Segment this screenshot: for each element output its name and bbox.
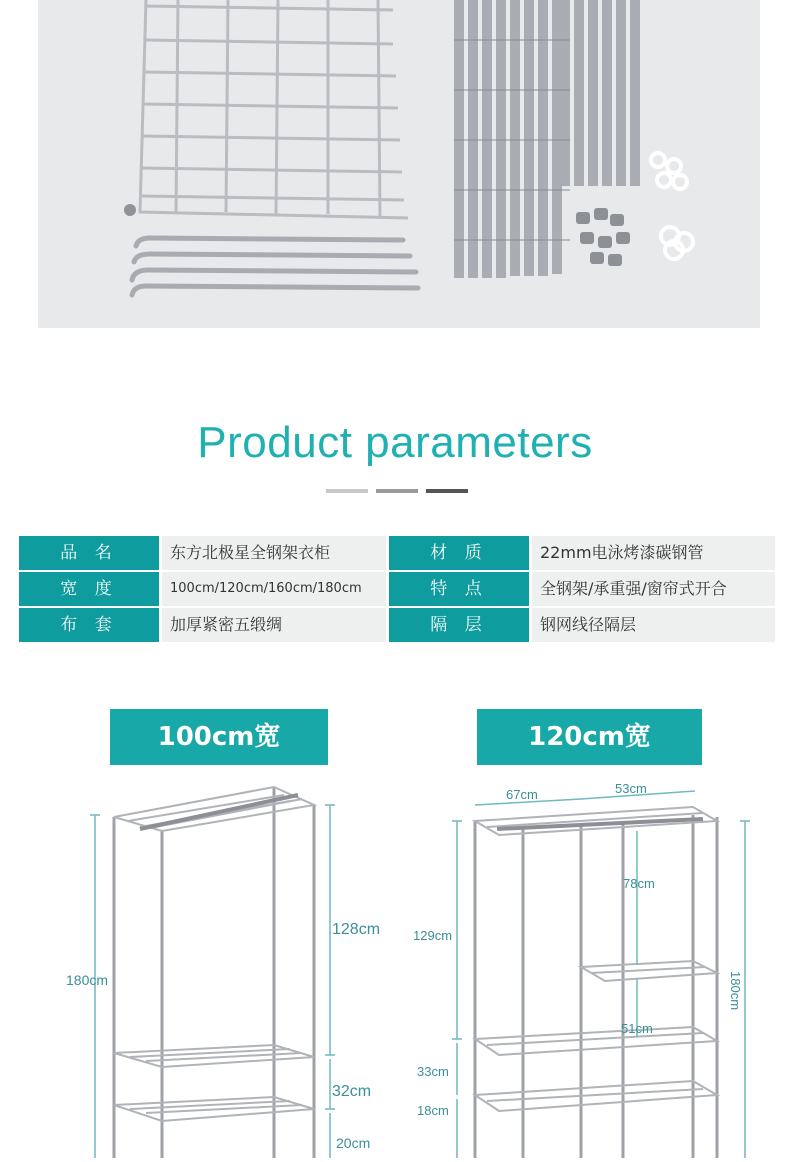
param-value: 100cm/120cm/160cm/180cm (162, 572, 386, 606)
dim-right-upper: 78cm (623, 876, 655, 891)
rack-diagram-120 (405, 775, 790, 1158)
dim-left-upper: 129cm (413, 928, 453, 943)
dim-right-width: 53cm (615, 781, 647, 796)
dim-mid: 33cm (417, 1064, 449, 1079)
param-value: 全钢架/承重强/窗帘式开合 (532, 572, 775, 606)
parts-photo (38, 0, 760, 328)
param-row (19, 536, 775, 570)
dim-lower: 20cm (336, 1135, 371, 1151)
param-label: 布 套 (19, 608, 159, 642)
rack-diagram-100 (40, 775, 400, 1158)
section-title: Product parameters (197, 418, 593, 467)
param-label: 隔 层 (389, 608, 529, 642)
model-badge-100: 100cm宽 (110, 709, 328, 765)
param-value: 钢网线径隔层 (532, 608, 775, 642)
dim-height: 180cm (66, 972, 109, 988)
dim-right-mid: 51cm (621, 1021, 653, 1036)
dim-upper: 128cm (332, 921, 381, 938)
rack-drawing-120 (405, 775, 790, 1158)
param-label: 特 点 (389, 572, 529, 606)
param-label: 品 名 (19, 536, 159, 570)
param-row (19, 572, 775, 606)
dim-height: 180cm (728, 971, 743, 1011)
parts-illustration (38, 0, 760, 328)
param-value: 加厚紧密五缎绸 (162, 608, 386, 642)
title-dash-2 (376, 489, 418, 493)
param-value: 22mm电泳烤漆碳钢管 (532, 536, 775, 570)
param-value: 东方北极星全钢架衣柜 (162, 536, 386, 570)
param-label: 材 质 (389, 536, 529, 570)
dim-lower: 18cm (417, 1103, 449, 1118)
dim-mid: 32cm (332, 1083, 372, 1100)
title-dash-1 (326, 489, 368, 493)
dim-left-width: 67cm (506, 787, 538, 802)
param-row (19, 608, 775, 642)
title-dash-3 (426, 489, 468, 493)
param-label: 宽 度 (19, 572, 159, 606)
model-badge-120: 120cm宽 (477, 709, 702, 765)
